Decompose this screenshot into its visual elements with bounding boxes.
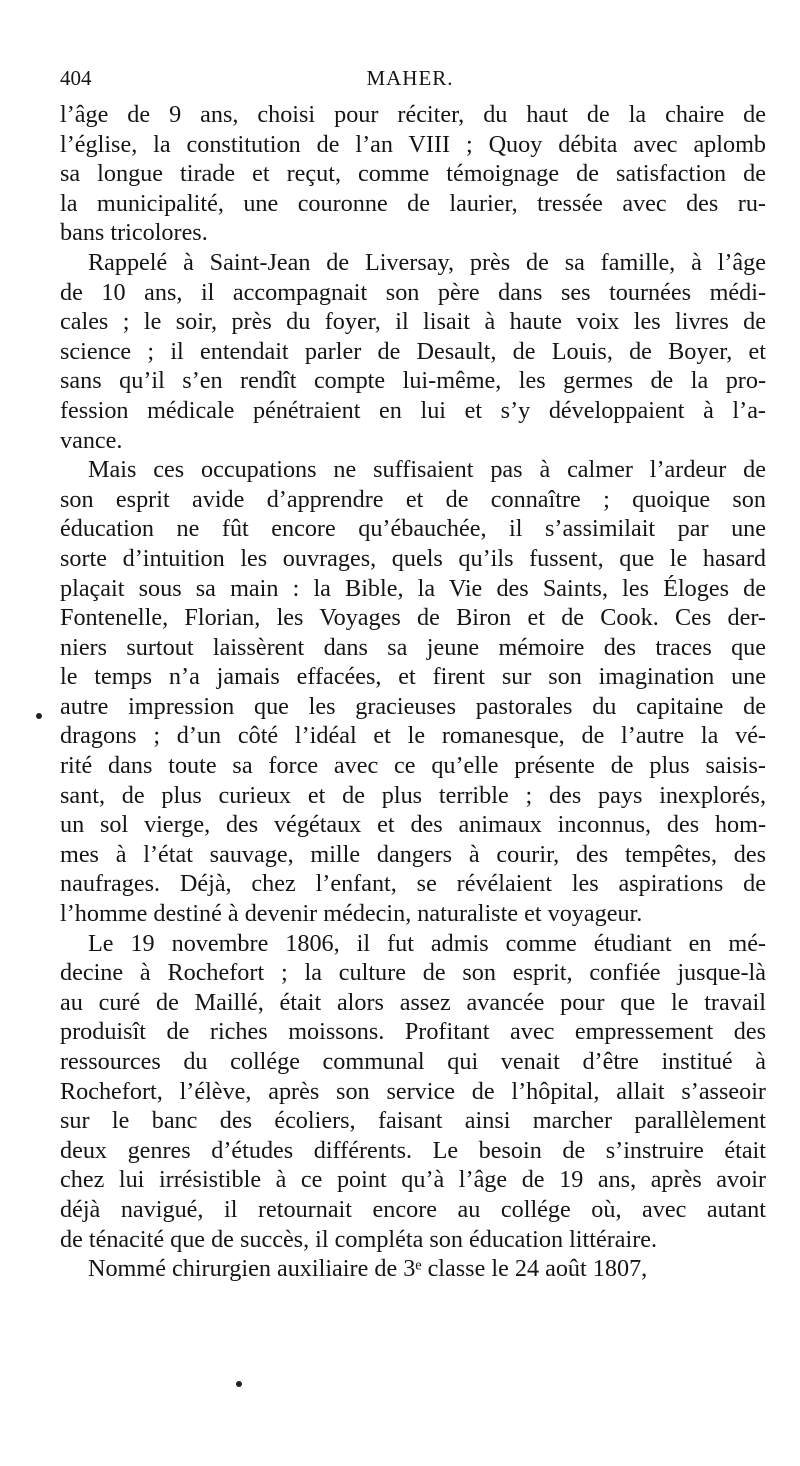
body-text [60, 100, 766, 1284]
text-line: plaçait sous sa main : la Bible, la Vie des Saints, les Éloges de [60, 574, 766, 602]
page-header [60, 64, 760, 92]
text-line: bans tricolores. [60, 219, 208, 247]
text-line: autre impression que les gracieuses pastorales du capitaine de [60, 692, 766, 720]
text-line: la municipalité, une couronne de laurier, tressée avec des ru- [60, 189, 766, 217]
text-line: l’église, la constitution de l’an VIII ; Quoy débita avec aplomb [60, 130, 766, 158]
text-line: fession médicale pénétraient en lui et s’y développaient à l’a- [60, 396, 766, 424]
text-line: cales ; le soir, près du foyer, il lisait à haute voix les livres de [60, 308, 766, 336]
paragraph [60, 929, 766, 1255]
running-head: MAHER. [366, 66, 454, 90]
text-line: de ténacité que de succès, il compléta son éducation littéraire. [60, 1225, 658, 1253]
text-line: produisît de riches moissons. Profitant avec empressement des [60, 1018, 766, 1046]
text-line: sans qu’il s’en rendît compte lui-même, les germes de la pro- [60, 367, 766, 395]
text-line: chez lui irrésistible à ce point qu’à l’âge de 19 ans, après avoir [60, 1166, 766, 1194]
text-line: dragons ; d’un côté l’idéal et le romanesque, de l’autre la vé- [60, 722, 766, 750]
text-line: Le 19 novembre 1806, il fut admis comme étudiant en mé- [88, 929, 766, 957]
paragraph [60, 100, 766, 248]
ink-speck [236, 1381, 242, 1387]
text-line: sa longue tirade et reçut, comme témoignage de satisfaction de [60, 160, 766, 188]
text-line: au curé de Maillé, était alors assez avancée pour que le travail [60, 988, 766, 1016]
paragraph [60, 455, 766, 929]
text-line: deux genres d’études différents. Le besoin de s’instruire était [60, 1136, 766, 1164]
text-line: l’homme destiné à devenir médecin, naturaliste et voyageur. [60, 900, 643, 928]
paragraph [60, 1254, 766, 1284]
text-line: science ; il entendait parler de Desault, de Louis, de Boyer, et [60, 337, 766, 365]
text-line: sant, de plus curieux et de plus terrible ; des pays inexplorés, [60, 781, 766, 809]
page-number: 404 [60, 66, 92, 90]
text-line: sur le banc des écoliers, faisant ainsi marcher parallèlement [60, 1107, 766, 1135]
text-line: decine à Rochefort ; la culture de son esprit, confiée jusque-là [60, 959, 766, 987]
text-line: déjà navigué, il retournait encore au collége où, avec autant [60, 1195, 766, 1223]
text-line: rité dans toute sa force avec ce qu’elle présente de plus saisis- [60, 752, 766, 780]
text-line: l’âge de 9 ans, choisi pour réciter, du haut de la chaire de [60, 101, 766, 128]
text-line: Rappelé à Saint-Jean de Liversay, près de sa famille, à l’âge [88, 248, 766, 276]
text-line: son esprit avide d’apprendre et de connaître ; quoique son [60, 485, 766, 513]
text-line: sorte d’intuition les ouvrages, quels qu’ils fussent, que le hasard [60, 544, 766, 572]
text-line: éducation ne fût encore qu’ébauchée, il s’assimilait par une [60, 515, 766, 543]
text-line: Nommé chirurgien auxiliaire de 3ᵉ classe le 24 août 1807, [88, 1255, 648, 1283]
text-line: Mais ces occupations ne suffisaient pas à calmer l’ardeur de [88, 456, 766, 484]
text-line: mes à l’état sauvage, mille dangers à courir, des tempêtes, des [60, 840, 766, 868]
text-line: Rochefort, l’élève, après son service de l’hôpital, allait s’asseoir [60, 1077, 766, 1105]
text-line: ressources du collége communal qui venait d’être institué à [60, 1048, 766, 1075]
text-line: un sol vierge, des végétaux et des animaux inconnus, des hom- [60, 811, 766, 839]
paragraph [60, 248, 766, 455]
text-line: de 10 ans, il accompagnait son père dans ses tournées médi- [60, 278, 766, 306]
text-line: Fontenelle, Florian, les Voyages de Biron et de Cook. Ces der- [60, 604, 766, 632]
ink-speck [36, 713, 42, 719]
text-line: vance. [60, 426, 123, 454]
text-line: le temps n’a jamais effacées, et firent sur son imagination une [60, 663, 766, 691]
text-line: niers surtout laissèrent dans sa jeune mémoire des traces que [60, 633, 766, 661]
text-line: naufrages. Déjà, chez l’enfant, se révélaient les aspirations de [60, 870, 766, 898]
